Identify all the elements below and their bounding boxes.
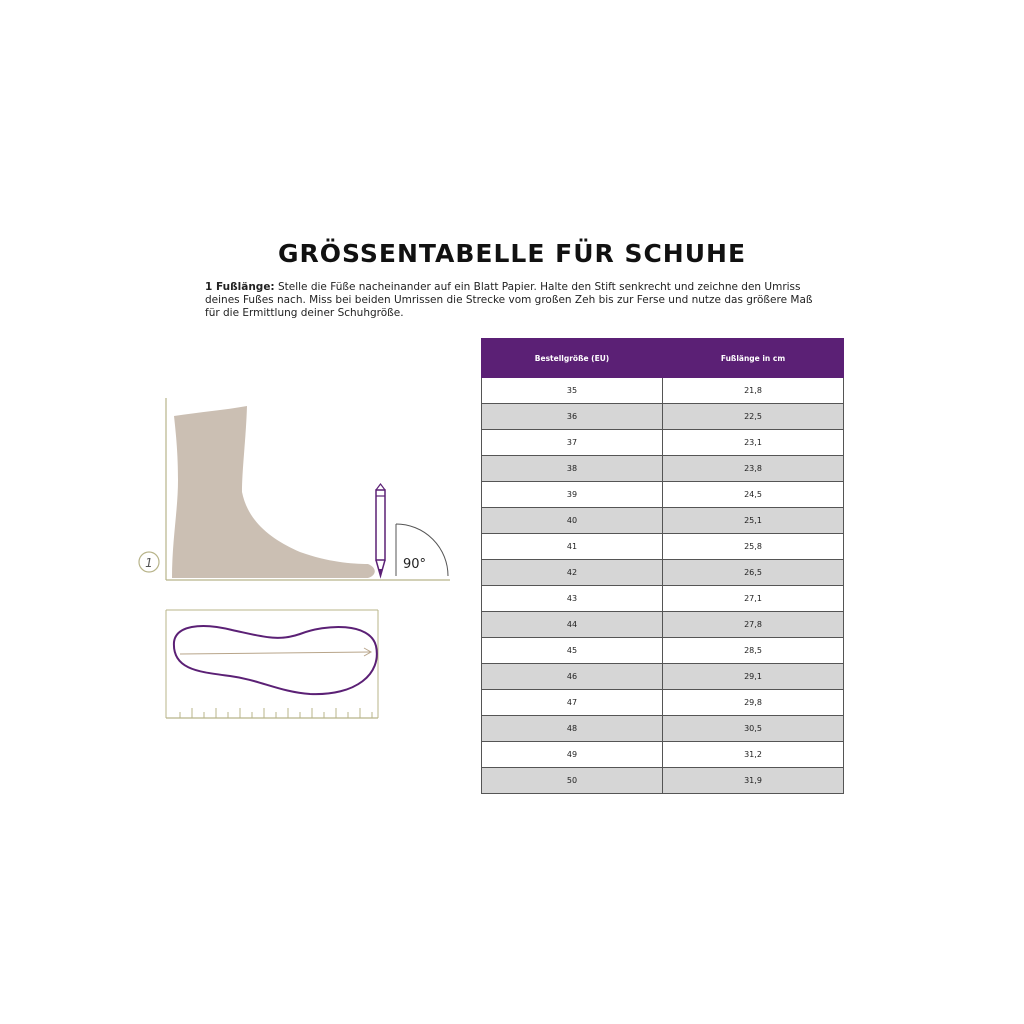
length-cell: 22,5 <box>663 404 844 430</box>
size-cell: 38 <box>482 456 663 482</box>
table-row <box>482 430 844 456</box>
size-cell: 49 <box>482 742 663 768</box>
length-cell: 21,8 <box>663 378 844 404</box>
length-cell: 25,1 <box>663 508 844 534</box>
table-row <box>482 612 844 638</box>
length-cell: 31,2 <box>663 742 844 768</box>
ruler-icon <box>166 708 378 718</box>
length-cell: 29,8 <box>663 690 844 716</box>
size-cell: 37 <box>482 430 663 456</box>
foot-side-view-icon <box>172 406 375 578</box>
size-cell: 43 <box>482 586 663 612</box>
table-row <box>482 534 844 560</box>
length-cell: 26,5 <box>663 560 844 586</box>
measurement-illustration-svg <box>130 390 460 730</box>
column-header-size: Bestellgröße (EU) <box>482 339 663 378</box>
table-row <box>482 482 844 508</box>
size-cell: 48 <box>482 716 663 742</box>
size-cell: 42 <box>482 560 663 586</box>
table-row <box>482 560 844 586</box>
length-cell: 27,8 <box>663 612 844 638</box>
size-cell: 46 <box>482 664 663 690</box>
length-cell: 31,9 <box>663 768 844 794</box>
size-table <box>481 338 844 794</box>
step-marker <box>139 552 159 572</box>
length-arrow <box>180 652 370 654</box>
table-row <box>482 664 844 690</box>
column-header-length: Fußlänge in cm <box>663 339 844 378</box>
table-row <box>482 508 844 534</box>
table-row <box>482 378 844 404</box>
length-cell: 27,1 <box>663 586 844 612</box>
length-cell: 25,8 <box>663 534 844 560</box>
table-row <box>482 456 844 482</box>
step-marker-number: 1 <box>145 556 153 570</box>
size-cell: 40 <box>482 508 663 534</box>
pencil-icon <box>376 484 385 576</box>
table-row <box>482 404 844 430</box>
size-cell: 44 <box>482 612 663 638</box>
table-row <box>482 768 844 794</box>
size-cell: 45 <box>482 638 663 664</box>
length-cell: 23,1 <box>663 430 844 456</box>
table-row <box>482 638 844 664</box>
length-cell: 29,1 <box>663 664 844 690</box>
instructions-lead: 1 Fußlänge: <box>205 280 275 293</box>
instructions-paragraph <box>205 281 815 321</box>
angle-label: 90° <box>403 557 427 572</box>
footprint-outline-icon <box>174 626 377 694</box>
length-cell: 24,5 <box>663 482 844 508</box>
size-cell: 36 <box>482 404 663 430</box>
measurement-illustration <box>130 390 460 730</box>
instructions-text: Stelle die Füße nacheinander auf ein Blatt Papier. Halte den Stift senkrecht und zeichne den Umriss deines Fußes nach. Miss bei beiden Umrissen die Strecke vom großen Zeh bis zur Ferse und nutze das größere Maß für die Ermittlung deiner Schuhgröße. <box>205 280 813 319</box>
table-row <box>482 716 844 742</box>
table-row <box>482 742 844 768</box>
size-cell: 39 <box>482 482 663 508</box>
table-row <box>482 586 844 612</box>
length-cell: 23,8 <box>663 456 844 482</box>
size-cell: 50 <box>482 768 663 794</box>
table-header-row <box>482 339 844 378</box>
page-title: GRÖSSENTABELLE FÜR SCHUHE <box>277 238 747 268</box>
size-cell: 47 <box>482 690 663 716</box>
size-cell: 35 <box>482 378 663 404</box>
length-cell: 28,5 <box>663 638 844 664</box>
table-row <box>482 690 844 716</box>
size-cell: 41 <box>482 534 663 560</box>
length-cell: 30,5 <box>663 716 844 742</box>
